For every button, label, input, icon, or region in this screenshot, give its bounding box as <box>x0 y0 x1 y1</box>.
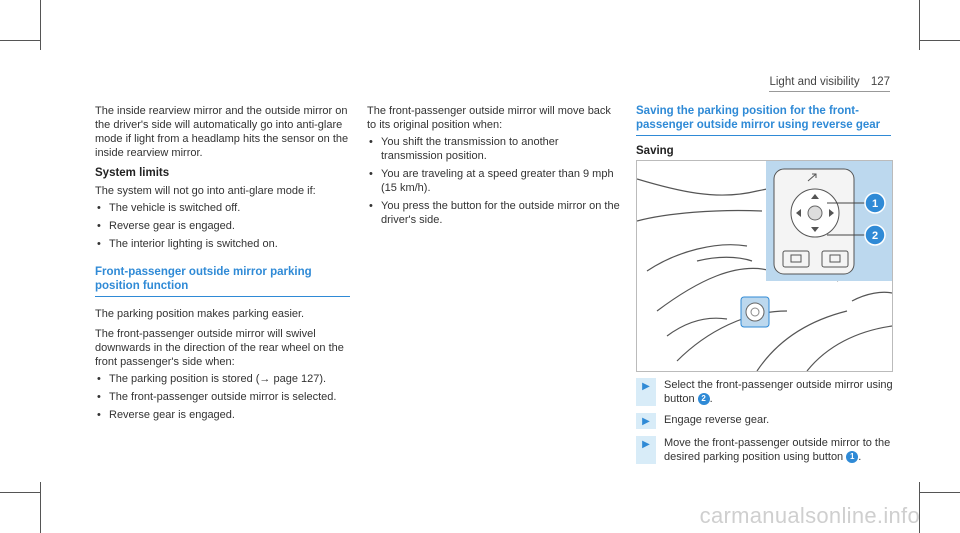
watermark: carmanualsonline.info <box>699 503 920 528</box>
button-ref-badge: 1 <box>846 451 858 463</box>
limits-list <box>95 201 350 251</box>
saving-subheading: Saving <box>636 145 674 157</box>
list-item: • Reverse gear is engaged. <box>95 219 350 233</box>
step-item: ▶ Select the front-passenger outside mirror using button 2 . <box>636 378 896 406</box>
list-item: • You are traveling at a speed greater than 9 mph (15 km/h). <box>367 167 622 195</box>
saving-heading: Saving the parking position for the front-passenger outside mirror using reverse gear <box>636 104 891 136</box>
middle-column <box>367 104 622 233</box>
page-number: 127 <box>870 76 890 88</box>
callout-1: 1 <box>871 198 879 210</box>
step-arrow-icon: ▶ <box>642 439 650 450</box>
page-header <box>769 76 890 88</box>
callout-2: 2 <box>871 230 879 242</box>
step-item: ▶ Move the front-passenger outside mirror to the desired parking position using button 1 . <box>636 436 896 464</box>
door-panel-drawing <box>637 161 892 371</box>
list-item: • Reverse gear is engaged. <box>95 408 350 422</box>
middle-intro: The front-passenger outside mirror will move back to its original position when: <box>367 105 611 131</box>
step-arrow-icon: ▶ <box>642 416 650 427</box>
step-arrow-icon: ▶ <box>642 381 650 392</box>
section-title: Light and visibility <box>769 76 860 88</box>
parking-desc: The front-passenger outside mirror will swivel downwards in the direction of the rear wheel on the front passenger's side when: <box>95 328 344 368</box>
parking-heading: Front-passenger outside mirror parking position function <box>95 265 350 297</box>
middle-list <box>367 135 622 227</box>
intro-paragraph: The inside rearview mirror and the outside mirror on the driver's side will automatically go into anti-glare mode if light from a headlamp hits the sensor on the inside rearview mirror. <box>95 105 349 159</box>
step-list <box>636 378 896 471</box>
list-item: • The vehicle is switched off. <box>95 201 350 215</box>
list-item[interactable]: • The parking position is stored (→ page 127). <box>95 372 350 386</box>
left-column <box>95 104 350 428</box>
button-ref-badge: 2 <box>698 393 710 405</box>
parking-list <box>95 372 350 422</box>
step-item: ▶ Engage reverse gear. <box>636 413 896 429</box>
header-rule <box>769 91 890 92</box>
limits-heading: System limits <box>95 167 170 179</box>
list-item: • You shift the transmission to another transmission position. <box>367 135 622 163</box>
list-item: • You press the button for the outside mirror on the driver's side. <box>367 199 622 227</box>
mirror-switch-illustration <box>636 160 893 372</box>
list-item: • The interior lighting is switched on. <box>95 237 350 251</box>
limits-intro: The system will not go into anti-glare mode if: <box>95 185 316 197</box>
parking-intro: The parking position makes parking easier. <box>95 308 305 320</box>
list-item: • The front-passenger outside mirror is selected. <box>95 390 350 404</box>
right-column <box>636 104 891 162</box>
